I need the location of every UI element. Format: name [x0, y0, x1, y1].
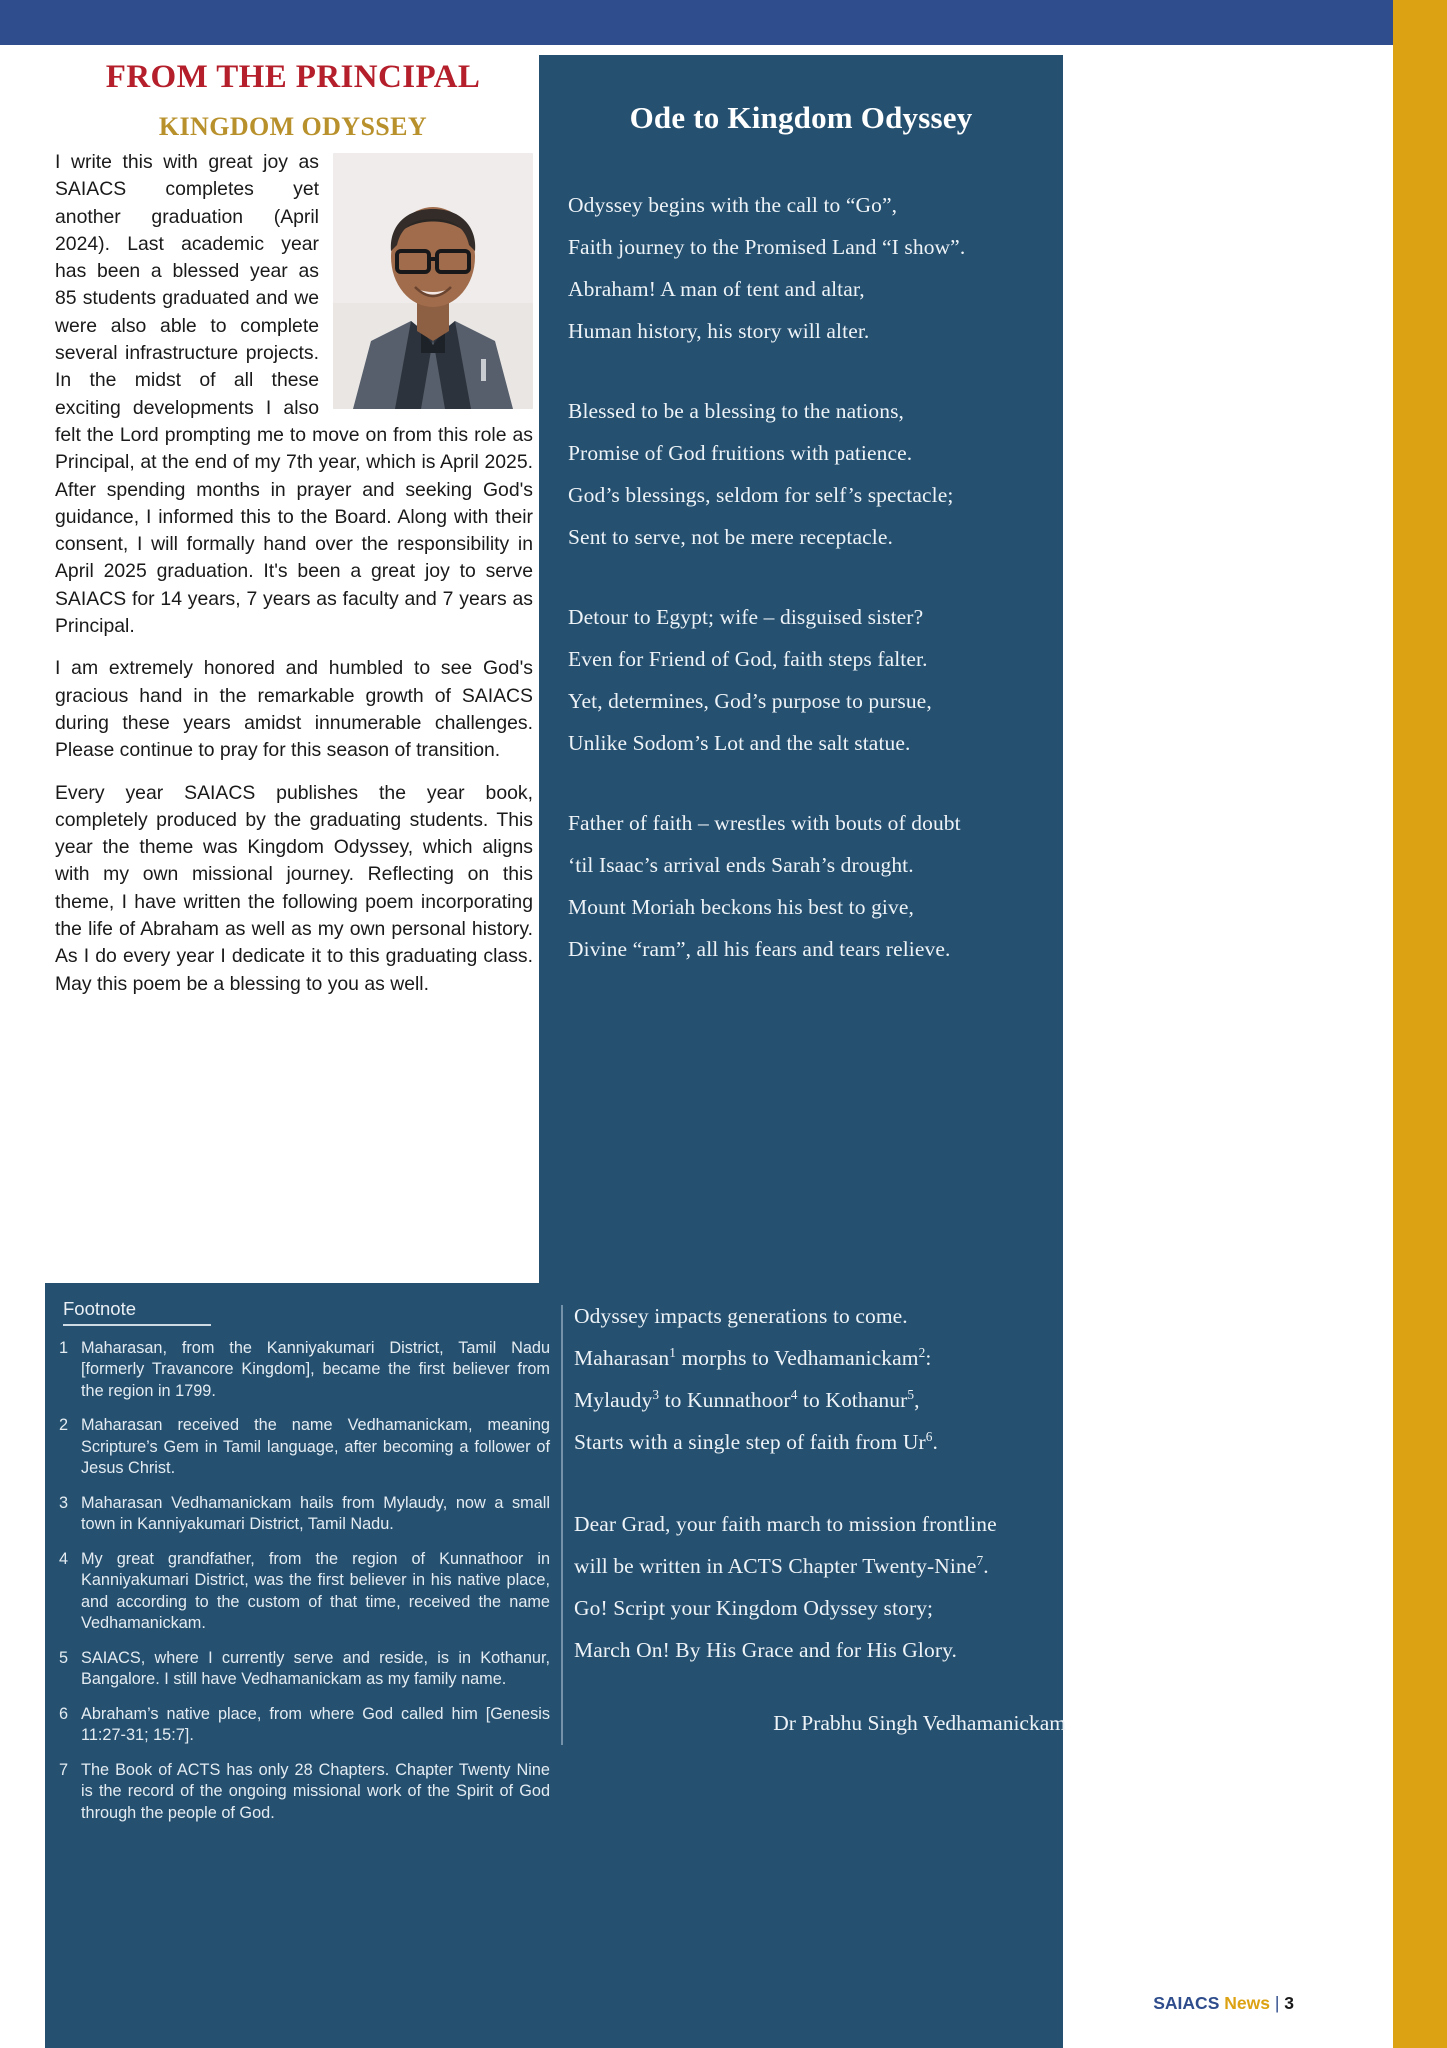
- poem-line: Faith journey to the Promised Land “I show”.: [568, 235, 966, 259]
- footnote-number: 2: [59, 1416, 69, 1434]
- page-title: FROM THE PRINCIPAL: [105, 59, 481, 95]
- poem-line: Starts with a single step of faith from Ur$^6$.: [574, 1428, 938, 1454]
- poem-line: Promise of God fruitions with patience.: [568, 441, 913, 465]
- footnote-list: [55, 1338, 550, 1825]
- poem-line: Dear Grad, your faith march to mission frontline: [574, 1512, 997, 1536]
- poem-line: Mount Moriah beckons his best to give,: [568, 895, 914, 919]
- poem-line: Unlike Sodom’s Lot and the salt statue.: [568, 731, 911, 755]
- footnote-number: 6: [59, 1704, 69, 1723]
- poem-line: God’s blessings, seldom for self’s spectacle;: [568, 483, 954, 507]
- poem-line: Odyssey begins with the call to “Go”,: [568, 193, 898, 217]
- poem-line: Blessed to be a blessing to the nations,: [568, 399, 905, 423]
- poem-line: Mylaudy$^3$ to Kunnathoor$^4$ to Kothanur$^5$,: [574, 1386, 920, 1412]
- footnote-text: My great grandfather, from the region of Kunnathoor in Kanniyakumari District, was the first believer in his native place, and according to the custom of that time, received the name Vedhamanickam.: [81, 1549, 550, 1632]
- poem-line: Even for Friend of God, faith steps falter.: [568, 647, 928, 671]
- footnote-number: 5: [59, 1648, 69, 1667]
- footer-separator: |: [1274, 1993, 1280, 2013]
- footnote-number: 1: [59, 1338, 69, 1357]
- poem-line: Sent to serve, not be mere receptacle.: [568, 525, 893, 549]
- footnote-reference: 7: [976, 1552, 984, 1568]
- footnote-item: [55, 1760, 550, 1825]
- article-paragraph: Every year SAIACS publishes the year book, completely produced by the graduating students. This year the theme was Kingdom Odyssey, which aligns with my own missional journey. Reflecting on this theme, I have written the following poem incorporating the life of Abraham as well as my own personal history. As I do every year I dedicate it to this graduating class. May this poem be a blessing to you as well.: [55, 781, 533, 995]
- lower-dark-band: [45, 1283, 1066, 2048]
- poem-title: Ode to Kingdom Odyssey: [629, 100, 973, 135]
- page-footer: [1153, 1993, 1294, 2014]
- footer-brand: SAIACS: [1153, 1993, 1220, 2013]
- article-body: [55, 149, 533, 1013]
- poem-stanza: [568, 802, 1035, 970]
- poem-line: March On! By His Grace and for His Glory.: [574, 1638, 958, 1662]
- footnote-item: [55, 1415, 550, 1480]
- poem-line: Father of faith – wrestles with bouts of doubt: [568, 811, 961, 835]
- top-blue-bar: [0, 0, 1393, 45]
- footnote-text: Maharasan received the name Vedhamanickam, meaning Scripture’s Gem in Tamil language, after becoming a follower of Jesus Christ.: [81, 1416, 550, 1477]
- footnote-title: Footnote: [63, 1298, 137, 1319]
- article-paragraph: I am extremely honored and humbled to see God's gracious hand in the remarkable growth of SAIACS during these years amidst innumerable challenges. Please continue to pray for this season of transition.: [55, 657, 533, 762]
- footnote-text: Maharasan Vedhamanickam hails from Mylaudy, now a small town in Kanniyakumari District, Tamil Nadu.: [81, 1493, 550, 1533]
- vertical-divider: [561, 1305, 563, 1745]
- poem-line: Human history, his story will alter.: [568, 319, 870, 343]
- footnote-number: 7: [59, 1760, 69, 1779]
- poem-stanza: [574, 1503, 1074, 1671]
- poem-line: Odyssey impacts generations to come.: [574, 1304, 908, 1328]
- footer-brand-second: News: [1224, 1993, 1270, 2013]
- footnote-reference: 1: [669, 1344, 676, 1360]
- poem-stanza: [574, 1295, 1074, 1463]
- footnote-item: [55, 1648, 550, 1691]
- footnote-divider: [63, 1324, 211, 1326]
- poem-signature: Dr Prabhu Singh Vedhamanickam: [773, 1711, 1066, 1735]
- poem-stanzas-lower: [569, 1283, 1094, 1736]
- poem-line: will be written in ACTS Chapter Twenty-Nine$^7$.: [574, 1552, 989, 1578]
- poem-stanza: [568, 596, 1035, 764]
- footnote-reference: 4: [790, 1386, 798, 1402]
- right-gold-stripe: [1393, 0, 1447, 2048]
- page-heading-block: [54, 59, 532, 142]
- principal-portrait-image: [333, 153, 533, 409]
- footnote-number: 3: [59, 1493, 69, 1512]
- poem-line: Maharasan$^1$ morphs to Vedhamanickam$^2$:: [574, 1344, 932, 1370]
- page-canvas: [0, 45, 1393, 2048]
- poem-line: Abraham! A man of tent and altar,: [568, 277, 865, 301]
- footnote-box: [55, 1298, 550, 1837]
- poem-stanza: [568, 184, 1035, 352]
- footnote-number: 4: [59, 1549, 69, 1568]
- poem-line: Yet, determines, God’s purpose to pursue,: [568, 689, 932, 713]
- poem-line: Detour to Egypt; wife – disguised sister?: [568, 605, 924, 629]
- poem-stanzas-upper: [539, 136, 1063, 970]
- footnote-reference: 2: [918, 1344, 926, 1360]
- poem-panel: [539, 55, 1063, 1483]
- footnote-reference: 3: [652, 1386, 660, 1402]
- poem-line: ‘til Isaac’s arrival ends Sarah’s drought.: [568, 853, 914, 877]
- poem-stanza: [568, 390, 1035, 558]
- footnote-text: SAIACS, where I currently serve and reside, is in Kothanur, Bangalore. I still have Vedhamanickam as my family name.: [81, 1648, 550, 1688]
- article-paragraph: I write this with great joy as SAIACS completes yet another graduation (April 2024). Last academic year has been a blessed year as 85 students graduated and we were also able to complete several infrastructure projects. In the midst of all these exciting developments I also felt the Lord prompting me to move on from this role as Principal, at the end of my 7th year, which is April 2025. After spending months in prayer and seeking God's guidance, I informed this to the Board. Along with their consent, I will formally hand over the responsibility in April 2025 graduation. It's been a great joy to serve SAIACS for 14 years, 7 years as faculty and 7 years as Principal.: [55, 151, 533, 638]
- footnote-item: [55, 1338, 550, 1403]
- footnote-text: Maharasan, from the Kanniyakumari District, Tamil Nadu [formerly Travancore Kingdom], became the first believer from the region in 1799.: [81, 1338, 550, 1400]
- page-subtitle: KINGDOM ODYSSEY: [158, 112, 428, 142]
- footer-page-number: 3: [1284, 1993, 1294, 2013]
- footnote-item: [55, 1704, 550, 1747]
- portrait-illustration: [333, 153, 533, 409]
- footnote-text: The Book of ACTS has only 28 Chapters. Chapter Twenty Nine is the record of the ongoing missional work of the Spirit of God through the people of God.: [81, 1760, 550, 1822]
- footnote-text: Abraham’s native place, from where God called him [Genesis 11:27-31; 15:7].: [81, 1704, 550, 1744]
- footnote-item: [55, 1493, 550, 1536]
- footnote-reference: 6: [925, 1428, 933, 1444]
- poem-line: Divine “ram”, all his fears and tears relieve.: [568, 937, 951, 961]
- footnote-reference: 5: [907, 1386, 915, 1402]
- footnote-item: [55, 1549, 550, 1635]
- poem-line: Go! Script your Kingdom Odyssey story;: [574, 1596, 934, 1620]
